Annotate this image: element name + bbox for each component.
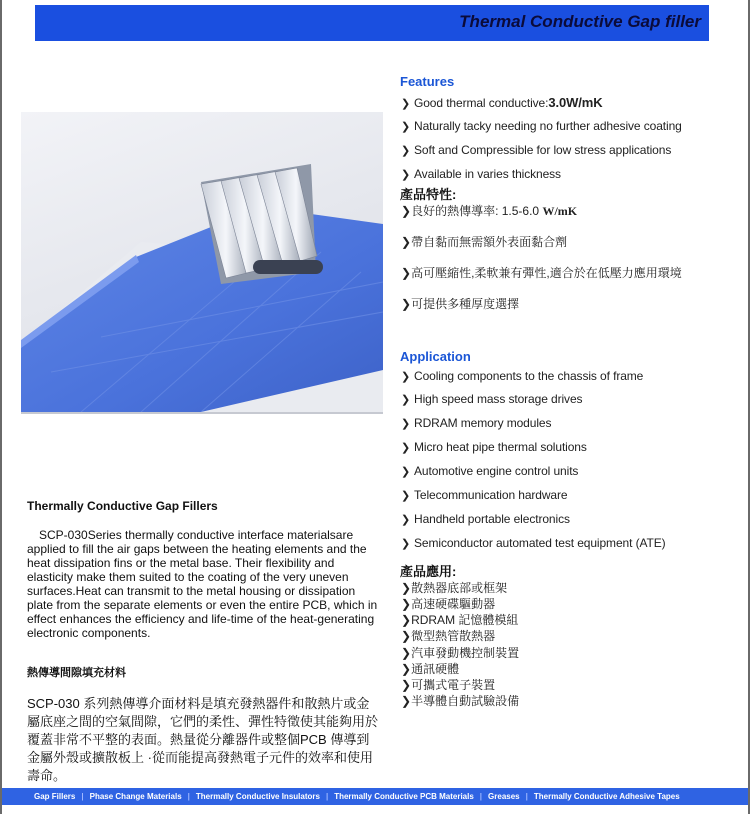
- footer-link-greases[interactable]: Greases: [488, 792, 520, 801]
- footer-separator: |: [187, 792, 190, 801]
- application-cn-item: ❯半導體自動試驗設備: [401, 694, 520, 708]
- chevron-right-icon: ❯: [401, 613, 412, 627]
- feature-item: ❯ Naturally tacky needing no further adhesive coating: [401, 119, 682, 133]
- footer-link-adhesive-tapes[interactable]: Thermally Conductive Adhesive Tapes: [533, 792, 680, 801]
- chevron-right-icon: ❯: [401, 662, 412, 676]
- chevron-right-icon: ❯: [401, 297, 412, 311]
- chevron-right-icon: ❯: [401, 442, 411, 454]
- page-title: Thermal Conductive Gap filler: [459, 12, 701, 31]
- chevron-right-icon: ❯: [401, 418, 411, 430]
- application-item: ❯ Cooling components to the chassis of frame: [401, 369, 644, 383]
- application-heading: Application: [400, 349, 471, 364]
- chevron-right-icon: ❯: [401, 121, 411, 133]
- description-cn-body: SCP-030 系列熱傳導介面材料是填充發熱器件和散熱片或金屬底座之間的空氣間隙，它們的柔性、彈性特徵使其能夠用於覆蓋非常不平整的表面。熱量從分離器件或整個PCB 傳導到金屬外殼或擴散板上 ·從而能提高發熱電子元件的效率和使用壽命。: [27, 696, 379, 783]
- feature-item: ❯ Good thermal conductive:3.0W/mK: [401, 95, 603, 110]
- chevron-right-icon: ❯: [401, 597, 412, 611]
- page-frame-left: [0, 0, 2, 814]
- application-cn-item: ❯可攜式電子裝置: [401, 678, 496, 692]
- features-cn-heading: 產品特性:: [400, 187, 457, 202]
- gap-filler-pad-image: [21, 112, 383, 414]
- chevron-right-icon: ❯: [401, 694, 412, 708]
- application-item: ❯ Semiconductor automated test equipment (ATE): [401, 536, 666, 550]
- title-banner: [35, 5, 709, 41]
- application-cn-item: ❯通訊硬體: [401, 662, 460, 676]
- application-item: ❯ Telecommunication hardware: [401, 488, 568, 502]
- application-cn-item: ❯RDRAM 記憶體模組: [401, 613, 519, 627]
- chevron-right-icon: ❯: [401, 235, 412, 249]
- chevron-right-icon: ❯: [401, 371, 411, 383]
- application-item: ❯ Automotive engine control units: [401, 464, 579, 478]
- application-cn-item: ❯微型熱管散熱器: [401, 629, 496, 643]
- description-body: SCP-030Series thermally conductive interface materialsare applied to fill the air gaps between the heating elements and the heat dissipation fins or the metal base. Their flexibility and elasticity make them suited to the coating of the very uneven surfaces.Heat can transmit to the metal housing or dissipation plate from the separate elements or even the entire PCB, which in effect enhances the efficiency and life-time of the heat-generating electronic components.: [27, 528, 378, 640]
- application-cn-item: ❯汽車發動機控制裝置: [401, 646, 520, 660]
- chevron-right-icon: ❯: [401, 169, 411, 181]
- footer-separator: |: [479, 792, 483, 801]
- footer-separator: |: [325, 792, 329, 801]
- footer-separator: |: [81, 792, 84, 801]
- description-cn-heading: 熱傳導間隙填充材料: [27, 667, 126, 679]
- application-cn-item: ❯散熱器底部或框架: [401, 581, 508, 595]
- footer-link-pcb-materials[interactable]: Thermally Conductive PCB Materials: [334, 792, 474, 801]
- footer-link-phase-change[interactable]: Phase Change Materials: [89, 792, 182, 801]
- chevron-right-icon: ❯: [401, 678, 412, 692]
- chevron-right-icon: ❯: [401, 646, 412, 660]
- footer-separator: |: [525, 792, 528, 801]
- application-item: ❯ High speed mass storage drives: [401, 392, 583, 406]
- feature-cn-item: ❯高可壓縮性,柔軟兼有彈性,適合於在低壓力應用環境: [401, 266, 682, 280]
- feature-cn-item: ❯良好的熱傳導率: 1.5-6.0 W/mK: [401, 204, 578, 218]
- chevron-right-icon: ❯: [401, 266, 412, 280]
- application-item: ❯ RDRAM memory modules: [401, 416, 552, 430]
- application-cn-heading: 產品應用:: [400, 564, 457, 579]
- application-cn-item: ❯高速硬碟驅動器: [401, 597, 496, 611]
- application-item: ❯ Handheld portable electronics: [401, 512, 570, 526]
- chevron-right-icon: ❯: [401, 204, 412, 218]
- features-heading: Features: [400, 74, 455, 89]
- chevron-right-icon: ❯: [401, 581, 412, 595]
- feature-item: ❯ Soft and Compressible for low stress applications: [401, 143, 672, 157]
- feature-cn-item: ❯帶自黏而無需額外表面黏合劑: [401, 235, 568, 249]
- feature-cn-item: ❯可提供多種厚度選擇: [401, 297, 520, 311]
- footer-nav: [2, 788, 748, 805]
- footer-link-insulators[interactable]: Thermally Conductive Insulators: [195, 792, 320, 801]
- chevron-right-icon: ❯: [401, 514, 411, 526]
- product-photo: [21, 112, 383, 414]
- footer-link-gap-fillers[interactable]: Gap Fillers: [34, 792, 76, 801]
- chevron-right-icon: ❯: [401, 490, 411, 502]
- chevron-right-icon: ❯: [401, 98, 411, 110]
- chevron-right-icon: ❯: [401, 629, 412, 643]
- feature-item: ❯ Available in varies thickness: [401, 167, 561, 181]
- application-item: ❯ Micro heat pipe thermal solutions: [401, 440, 587, 454]
- description-heading: Thermally Conductive Gap Fillers: [27, 499, 218, 513]
- chevron-right-icon: ❯: [401, 394, 411, 406]
- chevron-right-icon: ❯: [401, 538, 411, 550]
- chevron-right-icon: ❯: [401, 466, 411, 478]
- chevron-right-icon: ❯: [401, 145, 411, 157]
